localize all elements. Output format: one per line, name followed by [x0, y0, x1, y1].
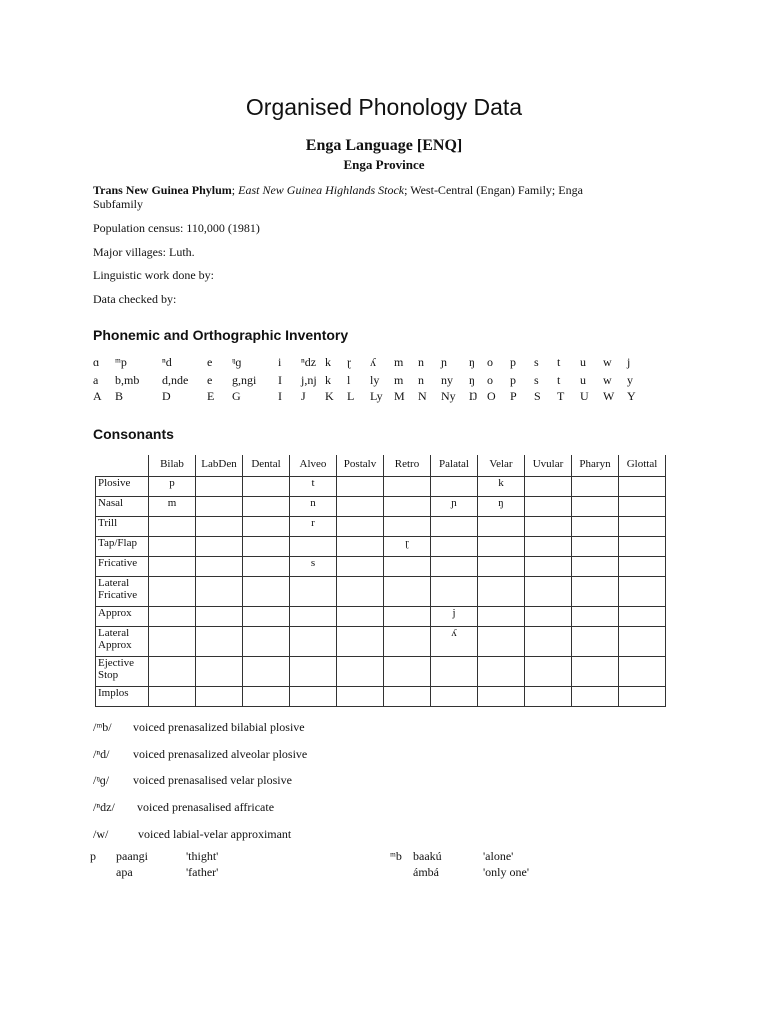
inventory-phonemes-cell: ᵐp: [115, 355, 127, 369]
table-cell: [384, 517, 431, 537]
inventory-phonemes-cell: u: [580, 355, 586, 369]
table-cell: [431, 477, 478, 497]
row-label: Nasal: [96, 497, 149, 517]
table-cell: [525, 517, 572, 537]
table-cell: [478, 687, 525, 707]
inventory-orth-lower-cell: ŋ: [469, 373, 475, 387]
table-body: [96, 477, 666, 707]
col-header: Retro: [384, 455, 431, 477]
table-cell: [525, 657, 572, 687]
table-cell: [431, 517, 478, 537]
consonants-heading: Consonants: [93, 426, 174, 442]
col-header: Velar: [478, 455, 525, 477]
inventory-phonemes-cell: ⁿdz: [301, 355, 317, 369]
table-row: [96, 477, 666, 497]
classification-rest: ; West-Central (Engan) Family; Enga: [404, 183, 583, 197]
population: Population census: 110,000 (1981): [93, 221, 260, 235]
inventory-phonemes-cell: w: [603, 355, 612, 369]
inventory-orth-upper-cell: J: [301, 389, 306, 403]
table-cell: [196, 497, 243, 517]
inventory-orth-upper-cell: A: [93, 389, 102, 403]
table-cell: [243, 517, 290, 537]
table-cell: [619, 477, 666, 497]
classification-line2: Subfamily: [93, 197, 143, 211]
table-cell: [619, 577, 666, 607]
table-cell: [243, 687, 290, 707]
classification-sep: ;: [231, 183, 239, 197]
note-symbol: /ⁿd/: [93, 747, 110, 761]
table-cell: [196, 687, 243, 707]
table-cell: ʎ: [431, 627, 478, 657]
table-cell: [525, 477, 572, 497]
table-cell: [337, 497, 384, 517]
table-cell: [337, 577, 384, 607]
table-cell: [337, 537, 384, 557]
inventory-orth-lower-cell: e: [207, 373, 213, 387]
inventory-orth-upper-cell: S: [534, 389, 541, 403]
example-phoneme-p: p: [90, 849, 96, 863]
note-symbol: /w/: [93, 827, 109, 841]
inventory-orth-upper-cell: P: [510, 389, 517, 403]
inventory-orth-upper-cell: N: [418, 389, 427, 403]
row-label: Lateral Approx: [96, 627, 149, 657]
table-cell: [478, 627, 525, 657]
table-row: [96, 517, 666, 537]
table-cell: [478, 577, 525, 607]
row-label: Ejective Stop: [96, 657, 149, 687]
table-cell: [431, 557, 478, 577]
example-phoneme-mb: ᵐb: [390, 849, 402, 863]
table-cell: [525, 627, 572, 657]
inventory-phonemes-cell: ɽ: [347, 355, 351, 369]
table-cell: ŋ: [478, 497, 525, 517]
table-cell: [384, 557, 431, 577]
inventory-orth-lower-cell: I: [278, 373, 282, 387]
major-villages: Major villages: Luth.: [93, 245, 195, 259]
col-header: Bilab: [149, 455, 196, 477]
table-cell: [384, 477, 431, 497]
table-cell: [196, 557, 243, 577]
table-cell: [290, 687, 337, 707]
inventory-orth-lower-cell: j,nj: [301, 373, 317, 387]
table-cell: [478, 607, 525, 627]
inventory-phonemes-cell: j: [627, 355, 631, 369]
inventory-orth-lower-cell: k: [325, 373, 331, 387]
table-cell: [525, 557, 572, 577]
inventory-orth-upper-cell: I: [278, 389, 282, 403]
example-word: ámbá: [413, 865, 439, 879]
table-cell: [149, 607, 196, 627]
table-row: [96, 687, 666, 707]
table-cell: [290, 627, 337, 657]
table-row: [96, 577, 666, 607]
page-title: Organised Phonology Data: [245, 94, 523, 120]
row-label: Fricative: [96, 557, 149, 577]
table-row: [96, 657, 666, 687]
table-cell: k: [478, 477, 525, 497]
table-cell: [149, 557, 196, 577]
note-description: voiced prenasalized bilabial plosive: [133, 720, 305, 734]
inventory-orth-lower-cell: w: [603, 373, 612, 387]
table-cell: [572, 627, 619, 657]
table-cell: [525, 577, 572, 607]
table-cell: [243, 657, 290, 687]
inventory-heading: Phonemic and Orthographic Inventory: [93, 327, 349, 343]
table-cell: [243, 607, 290, 627]
table-cell: [619, 517, 666, 537]
inventory-orth-lower-cell: p: [510, 373, 516, 387]
table-cell: [243, 537, 290, 557]
note-symbol: /ⁿdz/: [93, 800, 115, 814]
table-cell: [243, 557, 290, 577]
table-cell: [290, 537, 337, 557]
row-label: Trill: [96, 517, 149, 537]
example-word: apa: [116, 865, 133, 879]
col-header: Uvular: [525, 455, 572, 477]
table-row: [96, 557, 666, 577]
table-cell: p: [149, 477, 196, 497]
table-cell: [384, 687, 431, 707]
row-label: Tap/Flap: [96, 537, 149, 557]
table-cell: [384, 497, 431, 517]
table-cell: [572, 477, 619, 497]
inventory-phonemes-cell: p: [510, 355, 516, 369]
note-description: voiced prenasalised affricate: [137, 800, 275, 814]
inventory-orth-lower-cell: ny: [441, 373, 453, 387]
inventory-phonemes-cell: ʎ: [370, 355, 376, 369]
table-cell: m: [149, 497, 196, 517]
table-cell: [337, 627, 384, 657]
table-row: [96, 497, 666, 517]
table-cell: [431, 537, 478, 557]
example-gloss: 'father': [186, 865, 219, 879]
inventory-orth-upper-cell: Y: [627, 389, 636, 403]
table-cell: [337, 477, 384, 497]
table-cell: [149, 517, 196, 537]
table-cell: [149, 687, 196, 707]
row-label: Approx: [96, 607, 149, 627]
table-cell: [290, 607, 337, 627]
inventory-orth-upper-cell: Ŋ: [469, 389, 478, 403]
example-word: paangi: [116, 849, 148, 863]
inventory-phonemes-cell: k: [325, 355, 331, 369]
table-cell: [619, 557, 666, 577]
table-cell: [149, 657, 196, 687]
inventory-orth-upper-cell: O: [487, 389, 496, 403]
note-symbol: /ᵑɡ/: [93, 773, 110, 787]
inventory-orth-upper-cell: Ly: [370, 389, 383, 403]
table-cell: [290, 657, 337, 687]
table-cell: [619, 627, 666, 657]
table-cell: t: [290, 477, 337, 497]
table-cell: [572, 557, 619, 577]
row-label: Implos: [96, 687, 149, 707]
inventory-orth-lower-cell: b,mb: [115, 373, 140, 387]
col-header: Glottal: [619, 455, 666, 477]
inventory-orth-upper-cell: W: [603, 389, 615, 403]
table-cell: [572, 537, 619, 557]
table-cell: [337, 687, 384, 707]
table-row: [96, 537, 666, 557]
example-word: baakú: [413, 849, 442, 863]
inventory-orth-lower-cell: a: [93, 373, 99, 387]
table-cell: [196, 627, 243, 657]
table-cell: [525, 497, 572, 517]
table-row: [96, 627, 666, 657]
inventory-orth-upper-cell: B: [115, 389, 124, 403]
inventory-orth-lower-cell: g,ngi: [232, 373, 257, 387]
table-cell: s: [290, 557, 337, 577]
col-header: Palatal: [431, 455, 478, 477]
table-cell: [525, 607, 572, 627]
classification: [93, 183, 583, 198]
inventory-phonemes-cell: ɲ: [441, 355, 447, 369]
table-cell: ɲ: [431, 497, 478, 517]
table-cell: [337, 557, 384, 577]
table-cell: [619, 497, 666, 517]
table-cell: [337, 607, 384, 627]
inventory-orth-lower-cell: u: [580, 373, 586, 387]
note-description: voiced prenasalised velar plosive: [133, 773, 292, 787]
table-cell: [196, 477, 243, 497]
table-cell: [619, 537, 666, 557]
inventory-phonemes-cell: ɑ: [93, 355, 100, 369]
table-cell: [572, 517, 619, 537]
inventory-orth-lower-cell: t: [557, 373, 561, 387]
note-symbol: /ᵐb/: [93, 720, 112, 734]
table-cell: [196, 537, 243, 557]
inventory-orth-lower-cell: d,nde: [162, 373, 189, 387]
table-header-row: [96, 455, 666, 477]
table-cell: [478, 557, 525, 577]
table-cell: [619, 607, 666, 627]
table-cell: [431, 657, 478, 687]
table-cell: [478, 517, 525, 537]
table-cell: [337, 657, 384, 687]
corner-cell: [96, 455, 149, 477]
table-cell: [384, 627, 431, 657]
table-cell: [572, 607, 619, 627]
stock: East New Guinea Highlands Stock: [238, 183, 405, 197]
table-cell: [431, 577, 478, 607]
consonant-table: [95, 455, 666, 707]
example-gloss: 'thight': [186, 849, 219, 863]
table-cell: [478, 537, 525, 557]
row-label: Lateral Fricative: [96, 577, 149, 607]
table-cell: [196, 577, 243, 607]
inventory-phonemes-cell: s: [534, 355, 539, 369]
inventory-orth-lower-cell: s: [534, 373, 539, 387]
table-cell: [290, 577, 337, 607]
inventory-phonemes-cell: ŋ: [469, 355, 475, 369]
language-name: Enga Language [ENQ]: [305, 137, 463, 154]
table-cell: [149, 577, 196, 607]
inventory-phonemes-cell: ⁿd: [162, 355, 172, 369]
table-cell: [149, 537, 196, 557]
inventory-orth-upper-cell: K: [325, 389, 334, 403]
table-cell: ɽ: [384, 537, 431, 557]
table-row: [96, 607, 666, 627]
row-label: Plosive: [96, 477, 149, 497]
table-cell: [572, 577, 619, 607]
table-cell: [243, 577, 290, 607]
inventory-orth-lower-cell: y: [627, 373, 633, 387]
col-header: Alveo: [290, 455, 337, 477]
table-cell: [196, 517, 243, 537]
inventory-phonemes-cell: n: [418, 355, 424, 369]
inventory-orth-upper-cell: Ny: [441, 389, 456, 403]
inventory-orth-lower-cell: l: [347, 373, 351, 387]
table-cell: r: [290, 517, 337, 537]
table-cell: [572, 687, 619, 707]
inventory-orth-lower-cell: o: [487, 373, 493, 387]
inventory-orth-upper-cell: G: [232, 389, 241, 403]
table-cell: [478, 657, 525, 687]
example-gloss: 'alone': [483, 849, 514, 863]
table-cell: [149, 627, 196, 657]
table-cell: [619, 657, 666, 687]
linguistic-work: Linguistic work done by:: [93, 268, 214, 282]
col-header: Dental: [243, 455, 290, 477]
table-cell: [243, 477, 290, 497]
table-cell: [196, 657, 243, 687]
table-cell: [572, 657, 619, 687]
table-cell: [525, 537, 572, 557]
table-cell: [384, 607, 431, 627]
table-cell: [196, 607, 243, 627]
table-cell: j: [431, 607, 478, 627]
col-header: Postalv: [337, 455, 384, 477]
table-cell: n: [290, 497, 337, 517]
table-cell: [431, 687, 478, 707]
table-cell: [243, 497, 290, 517]
inventory-phonemes-cell: ᵑɡ: [232, 355, 242, 369]
note-description: voiced labial-velar approximant: [138, 827, 292, 841]
table-cell: [243, 627, 290, 657]
phylum: Trans New Guinea Phylum: [93, 183, 232, 197]
table-cell: [384, 577, 431, 607]
table-cell: [572, 497, 619, 517]
inventory-orth-upper-cell: L: [347, 389, 355, 403]
inventory-phonemes-cell: m: [394, 355, 404, 369]
inventory-orth-upper-cell: M: [394, 389, 405, 403]
province-name: Enga Province: [343, 157, 425, 172]
inventory-phonemes-cell: o: [487, 355, 493, 369]
table-cell: [525, 687, 572, 707]
inventory-orth-lower-cell: ly: [370, 373, 380, 387]
inventory-phonemes-cell: e: [207, 355, 213, 369]
col-header: Pharyn: [572, 455, 619, 477]
inventory-orth-upper-cell: U: [580, 389, 589, 403]
table-cell: [337, 517, 384, 537]
inventory-phonemes-cell: t: [557, 355, 561, 369]
inventory-orth-upper-cell: T: [557, 389, 565, 403]
data-checked: Data checked by:: [93, 292, 177, 306]
inventory-orth-upper-cell: E: [207, 389, 215, 403]
inventory-phonemes-cell: i: [278, 355, 282, 369]
table-cell: [619, 687, 666, 707]
table-cell: [384, 657, 431, 687]
inventory-orth-upper-cell: D: [162, 389, 171, 403]
inventory-orth-lower-cell: m: [394, 373, 404, 387]
note-description: voiced prenasalized alveolar plosive: [133, 747, 308, 761]
inventory-orth-lower-cell: n: [418, 373, 424, 387]
col-header: LabDen: [196, 455, 243, 477]
example-gloss: 'only one': [483, 865, 529, 879]
